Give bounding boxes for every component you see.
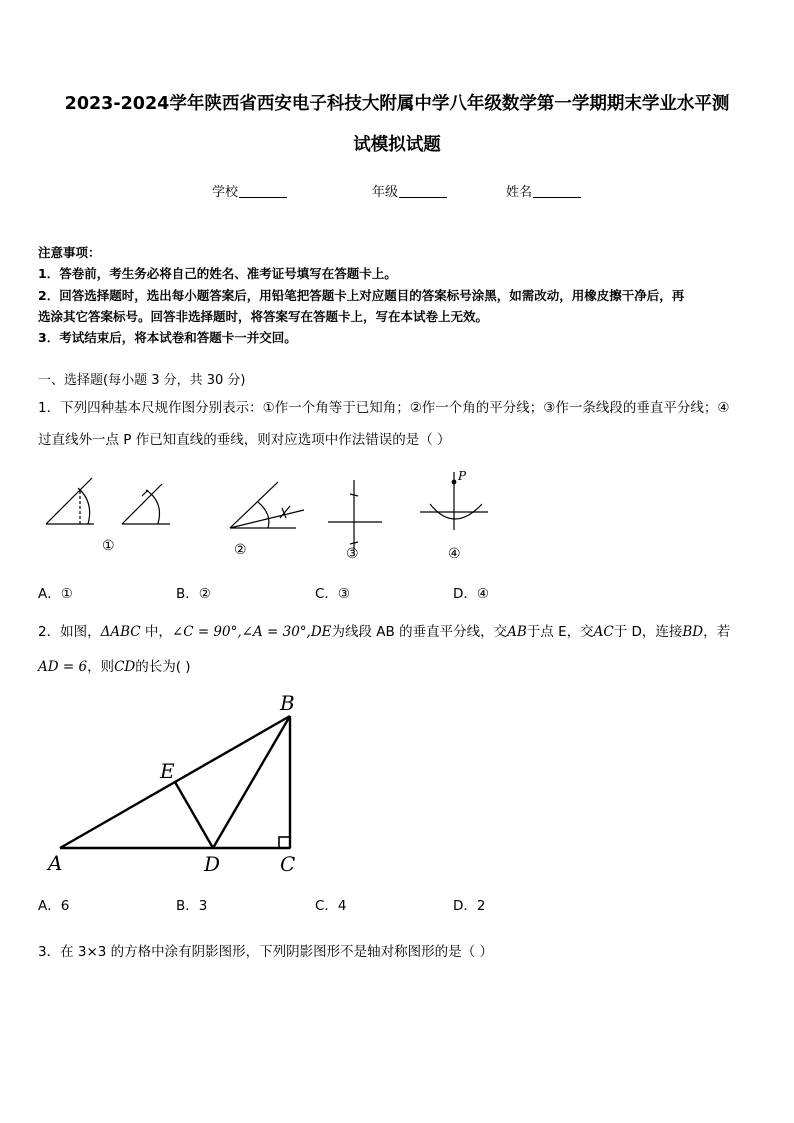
q2-line1: 2．如图，ΔABC 中，∠C = 90°,∠A = 30°,DE为线段 AB 的垂直平分线，交AB于点 E，交AC于 D，连接BD，若 bbox=[38, 624, 731, 640]
school-label: 学校 bbox=[212, 185, 239, 200]
notice-item-3: 3．考试结束后，将本试卷和答题卡一并交回。 bbox=[38, 330, 297, 345]
vertex-b-label: B bbox=[280, 691, 295, 715]
q2-option-c[interactable]: C．4 bbox=[315, 898, 347, 914]
notice-item-2b: 选涂其它答案标号。回答非选择题时，将答案写在答题卡上，写在本试卷上无效。 bbox=[38, 309, 489, 324]
q1-option-c[interactable]: C．③ bbox=[315, 586, 351, 602]
segment-bd bbox=[213, 716, 290, 848]
fig-label-2: ② bbox=[234, 542, 247, 558]
notice-item-1: 1．答卷前，考生务必将自己的姓名、准考证号填写在答题卡上。 bbox=[38, 266, 397, 281]
q1-line1: 1．下列四种基本尺规作图分别表示：①作一个角等于已知角；②作一个角的平分线；③作一条线段的垂直平分线；④ bbox=[38, 400, 730, 416]
section-heading: 一、选择题(每小题 3 分，共 30 分) bbox=[38, 373, 246, 388]
point-p bbox=[452, 480, 457, 485]
grade-label: 年级 bbox=[372, 185, 399, 200]
fig-label-1: ① bbox=[102, 538, 115, 554]
q3-line1: 3．在 3×3 的方格中涂有阴影图形，下列阴影图形不是轴对称图形的是（ ） bbox=[38, 944, 493, 960]
vertex-d-label: D bbox=[204, 852, 221, 876]
q2-option-a[interactable]: A．6 bbox=[38, 898, 70, 914]
segment-de bbox=[175, 782, 213, 848]
name-field bbox=[506, 181, 581, 200]
q1-option-b[interactable]: B．② bbox=[176, 586, 211, 602]
vertex-c-label: C bbox=[280, 852, 296, 876]
q2-option-d[interactable]: D．2 bbox=[453, 898, 486, 914]
fig1-angle-b bbox=[122, 484, 170, 524]
page-title-line1: 2023-2024学年陕西省西安电子科技大附属中学八年级数学第一学期期末学业水平测 bbox=[64, 94, 730, 114]
fig1-angle-a bbox=[46, 478, 94, 524]
q1-option-d[interactable]: D．④ bbox=[453, 586, 489, 602]
school-blank bbox=[239, 185, 287, 198]
fig2-bisector bbox=[230, 482, 304, 528]
right-angle-mark bbox=[279, 837, 290, 848]
q1-line2: 过直线外一点 P 作已知直线的垂线，则对应选项中作法错误的是（ ） bbox=[38, 432, 451, 448]
fig-label-3: ③ bbox=[346, 546, 359, 562]
point-p-label: P bbox=[458, 469, 467, 483]
notice-heading: 注意事项： bbox=[38, 245, 101, 260]
q1-option-a[interactable]: A．① bbox=[38, 586, 73, 602]
notice-item-2a: 2．回答选择题时，选出每小题答案后，用铅笔把答题卡上对应题目的答案标号涂黑，如需改动，用橡皮擦干净后，再 bbox=[38, 288, 685, 303]
page-title-line2: 试模拟试题 bbox=[353, 135, 441, 155]
grade-blank bbox=[399, 185, 447, 198]
fig-label-4: ④ bbox=[448, 546, 461, 562]
vertex-a-label: A bbox=[48, 851, 63, 875]
fig3-perp-bisector bbox=[328, 480, 382, 550]
name-label: 姓名 bbox=[506, 185, 533, 200]
q2-option-b[interactable]: B．3 bbox=[176, 898, 208, 914]
q2-line2: AD = 6，则CD的长为( ) bbox=[38, 659, 191, 675]
grade-field bbox=[372, 181, 447, 200]
vertex-e-label: E bbox=[160, 759, 175, 783]
name-blank bbox=[533, 185, 581, 198]
school-field bbox=[212, 181, 287, 200]
q2-triangle-figure bbox=[40, 688, 320, 880]
q1-construction-figures bbox=[36, 458, 516, 566]
